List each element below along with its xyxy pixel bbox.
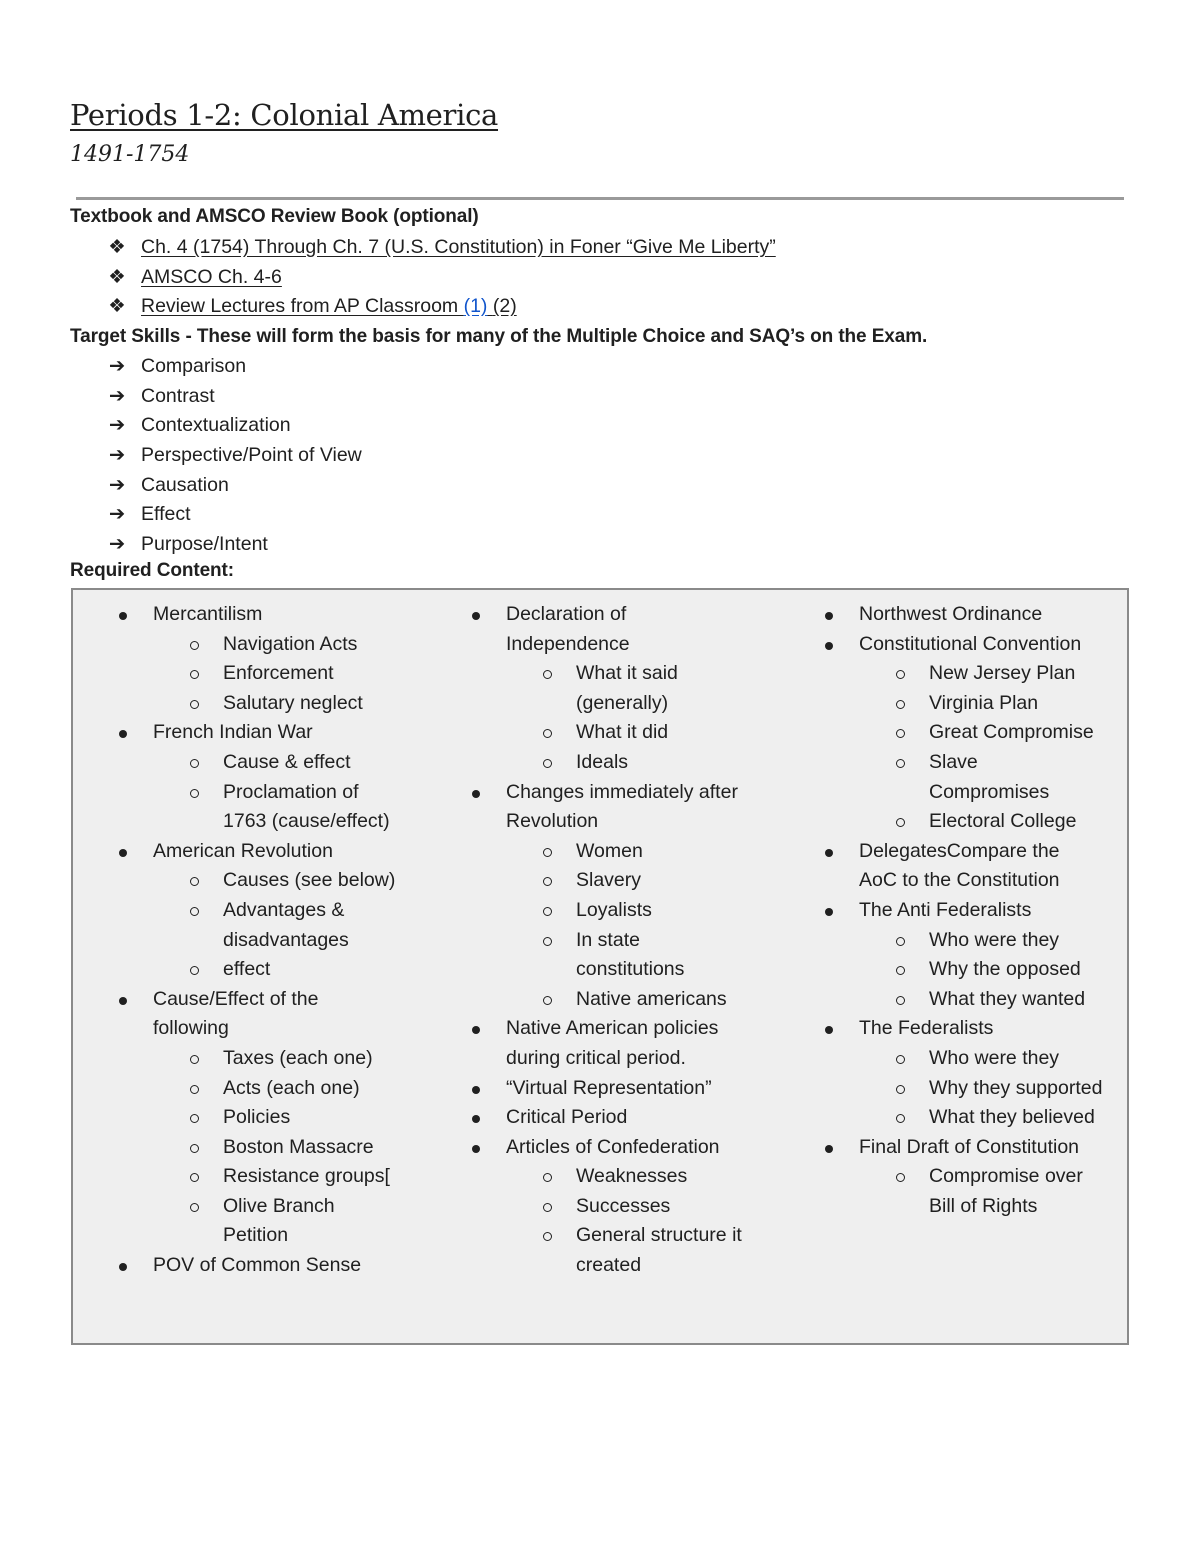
- arrow-bullet-icon: ➔: [108, 473, 126, 496]
- content-subitem: [73, 866, 453, 896]
- content-text-line: (generally): [576, 691, 669, 714]
- textbook-heading: Textbook and AMSCO Review Book (optional): [70, 206, 479, 227]
- content-item: [426, 1074, 786, 1104]
- content-text-line: What they believed: [929, 1106, 1095, 1129]
- content-subitem: [779, 659, 1129, 689]
- hollow-bullet-icon: [190, 1055, 199, 1064]
- content-text-line: Resistance groups[: [223, 1165, 390, 1188]
- content-item: [779, 1133, 1129, 1163]
- content-text-line: Navigation Acts: [223, 632, 358, 655]
- content-text-line: disadvantages: [223, 928, 349, 951]
- content-subitem: [426, 985, 786, 1015]
- content-text-line: Policies: [223, 1106, 291, 1129]
- hollow-bullet-icon: [190, 700, 199, 709]
- hollow-bullet-icon: [896, 966, 905, 975]
- content-item: [73, 600, 453, 630]
- skill-item: [105, 530, 362, 560]
- lecture-link-1[interactable]: (1): [463, 295, 488, 318]
- content-text-line: “Virtual Representation”: [506, 1076, 712, 1099]
- content-subitem: [73, 1103, 453, 1133]
- textbook-list: [105, 233, 776, 322]
- content-text-line: Compromise over: [929, 1165, 1083, 1188]
- content-text-line: created: [576, 1254, 642, 1277]
- content-subitem: [779, 689, 1129, 719]
- list-item[interactable]: [105, 233, 776, 263]
- filled-bullet-icon: [825, 908, 833, 916]
- content-subitem: [779, 1162, 1129, 1221]
- content-text-line: The Federalists: [859, 1017, 994, 1040]
- content-subitem: [426, 1192, 786, 1222]
- hollow-bullet-icon: [896, 996, 905, 1005]
- filled-bullet-icon: [472, 1115, 480, 1123]
- arrow-bullet-icon: ➔: [108, 533, 126, 556]
- content-text-line: Declaration of: [506, 603, 627, 625]
- content-subitem: [426, 926, 786, 985]
- hollow-bullet-icon: [190, 1114, 199, 1123]
- filled-bullet-icon: [472, 1145, 480, 1153]
- hollow-bullet-icon: [190, 877, 199, 886]
- content-item: [426, 1103, 786, 1133]
- hollow-bullet-icon: [896, 1055, 905, 1064]
- diamond-bullet-icon: ❖: [108, 236, 126, 258]
- content-text-line: Proclamation of: [223, 780, 359, 803]
- content-text-line: Who were they: [929, 928, 1060, 951]
- content-column-1: [73, 600, 453, 1281]
- content-text-line: Successes: [576, 1194, 671, 1217]
- content-subitem: [779, 807, 1129, 837]
- arrow-bullet-icon: ➔: [108, 444, 126, 467]
- hollow-bullet-icon: [543, 670, 552, 679]
- hollow-bullet-icon: [190, 759, 199, 768]
- content-subitem: [779, 718, 1129, 748]
- content-subitem: [426, 1162, 786, 1192]
- hollow-bullet-icon: [896, 729, 905, 738]
- content-item: [779, 630, 1129, 660]
- content-text-line: following: [153, 1017, 229, 1040]
- filled-bullet-icon: [825, 612, 833, 620]
- content-text-line: American Revolution: [153, 839, 333, 862]
- content-text-line: Constitutional Convention: [859, 632, 1082, 655]
- hollow-bullet-icon: [896, 937, 905, 946]
- content-text-line: Why they supported: [929, 1076, 1103, 1099]
- content-subitem: [779, 1044, 1129, 1074]
- content-text-line: General structure it: [576, 1224, 742, 1247]
- content-text-line: Native americans: [576, 987, 727, 1010]
- content-text-line: Great Compromise: [929, 721, 1094, 744]
- hollow-bullet-icon: [543, 848, 552, 857]
- content-text-line: Virginia Plan: [929, 691, 1039, 714]
- skill-label: Contextualization: [141, 414, 291, 437]
- content-subitem: [73, 659, 453, 689]
- list-item[interactable]: [105, 263, 776, 293]
- content-subitem: [779, 1074, 1129, 1104]
- skill-label: Perspective/Point of View: [141, 444, 362, 467]
- content-heading: Required Content:: [70, 560, 235, 581]
- skills-list: [105, 352, 362, 560]
- hollow-bullet-icon: [190, 966, 199, 975]
- filled-bullet-icon: [119, 997, 127, 1005]
- content-text-line: effect: [223, 958, 271, 981]
- lecture-link-2[interactable]: (2): [492, 295, 517, 318]
- skill-label: Contrast: [141, 384, 215, 407]
- content-text-line: constitutions: [576, 958, 685, 981]
- content-subitem: [73, 896, 453, 955]
- skill-item: [105, 382, 362, 412]
- content-text-line: Acts (each one): [223, 1076, 360, 1099]
- horizontal-rule: [76, 197, 1124, 200]
- content-text-line: Revolution: [506, 810, 599, 833]
- content-text-line: Causes (see below): [223, 869, 396, 892]
- content-text-line: Electoral College: [929, 810, 1077, 833]
- content-text-line: during critical period.: [506, 1046, 686, 1069]
- hollow-bullet-icon: [896, 1173, 905, 1182]
- hollow-bullet-icon: [543, 996, 552, 1005]
- hollow-bullet-icon: [543, 877, 552, 886]
- hollow-bullet-icon: [543, 1232, 552, 1241]
- arrow-bullet-icon: ➔: [108, 384, 126, 407]
- page-subtitle: 1491-1754: [70, 142, 190, 167]
- content-text-line: French Indian War: [153, 721, 313, 744]
- content-item: [779, 600, 1129, 630]
- skill-label: Purpose/Intent: [141, 533, 268, 556]
- hollow-bullet-icon: [543, 729, 552, 738]
- content-text-line: Why the opposed: [929, 958, 1081, 981]
- content-text-line: Women: [576, 839, 643, 862]
- content-subitem: [73, 1133, 453, 1163]
- skill-label: Causation: [141, 473, 229, 496]
- hollow-bullet-icon: [190, 1173, 199, 1182]
- hollow-bullet-icon: [896, 1085, 905, 1094]
- filled-bullet-icon: [119, 612, 127, 620]
- filled-bullet-icon: [825, 849, 833, 857]
- skill-item: [105, 411, 362, 441]
- content-text-line: Weaknesses: [576, 1165, 688, 1188]
- content-text-line: Articles of Confederation: [506, 1135, 720, 1158]
- content-text-line: Changes immediately after: [506, 780, 738, 803]
- content-subitem: [779, 926, 1129, 956]
- filled-bullet-icon: [119, 849, 127, 857]
- skill-label: Effect: [141, 503, 191, 526]
- hollow-bullet-icon: [543, 1173, 552, 1182]
- content-subitem: [426, 866, 786, 896]
- textbook-link[interactable]: Ch. 4 (1754) Through Ch. 7 (U.S. Constitution) in Foner “Give Me Liberty”: [141, 236, 776, 258]
- content-subitem: [73, 1162, 453, 1192]
- arrow-bullet-icon: ➔: [108, 355, 126, 377]
- diamond-bullet-icon: ❖: [108, 265, 126, 288]
- content-text-line: Slavery: [576, 869, 642, 892]
- content-text-line: What it said: [576, 662, 678, 685]
- content-text-line: Mercantilism: [153, 603, 263, 625]
- amsco-link[interactable]: AMSCO Ch. 4-6: [141, 265, 282, 288]
- content-text-line: POV of Common Sense: [153, 1254, 362, 1277]
- content-text-line: Native American policies: [506, 1017, 719, 1040]
- skill-item: [105, 500, 362, 530]
- filled-bullet-icon: [472, 1026, 480, 1034]
- content-subitem: [426, 718, 786, 748]
- content-text-line: Boston Massacre: [223, 1135, 374, 1158]
- hollow-bullet-icon: [543, 1203, 552, 1212]
- content-subitem: [426, 837, 786, 867]
- content-item: [426, 778, 786, 837]
- content-text-line: Advantages &: [223, 898, 345, 921]
- content-subitem: [73, 1044, 453, 1074]
- content-column-3: [779, 600, 1129, 1221]
- required-content-box: [71, 588, 1129, 1345]
- content-text-line: Who were they: [929, 1046, 1060, 1069]
- content-item: [779, 896, 1129, 926]
- skill-item: [105, 352, 362, 382]
- content-text-line: Petition: [223, 1224, 289, 1247]
- content-item: [779, 1014, 1129, 1044]
- content-text-line: Slave: [929, 750, 978, 773]
- page-title: Periods 1-2: Colonial America: [70, 98, 499, 132]
- content-text-line: Independence: [506, 632, 630, 655]
- filled-bullet-icon: [825, 642, 833, 650]
- content-text-line: Enforcement: [223, 662, 334, 685]
- hollow-bullet-icon: [190, 1144, 199, 1153]
- content-item: [426, 1014, 786, 1073]
- list-item[interactable]: [105, 292, 776, 322]
- content-text-line: Ideals: [576, 750, 629, 773]
- content-text-line: What it did: [576, 721, 669, 744]
- filled-bullet-icon: [825, 1145, 833, 1153]
- content-subitem: [426, 748, 786, 778]
- content-item: [426, 600, 786, 659]
- hollow-bullet-icon: [896, 759, 905, 768]
- content-text-line: What they wanted: [929, 987, 1086, 1010]
- content-text-line: Loyalists: [576, 898, 652, 921]
- content-item: [73, 1251, 453, 1281]
- filled-bullet-icon: [119, 1263, 127, 1271]
- filled-bullet-icon: [472, 1086, 480, 1094]
- content-subitem: [779, 955, 1129, 985]
- content-text-line: Final Draft of Constitution: [859, 1135, 1080, 1158]
- content-text-line: The Anti Federalists: [859, 898, 1032, 921]
- content-text-line: Salutary neglect: [223, 691, 363, 714]
- content-subitem: [73, 748, 453, 778]
- content-text-line: Bill of Rights: [929, 1194, 1038, 1217]
- content-text-line: Northwest Ordinance: [859, 603, 1043, 625]
- content-subitem: [73, 630, 453, 660]
- hollow-bullet-icon: [896, 670, 905, 679]
- hollow-bullet-icon: [190, 1085, 199, 1094]
- skill-label: Comparison: [141, 355, 247, 377]
- content-item: [779, 837, 1129, 896]
- content-subitem: [426, 659, 786, 718]
- filled-bullet-icon: [472, 612, 480, 620]
- content-item: [426, 1133, 786, 1163]
- hollow-bullet-icon: [543, 907, 552, 916]
- filled-bullet-icon: [119, 730, 127, 738]
- hollow-bullet-icon: [896, 818, 905, 827]
- hollow-bullet-icon: [190, 789, 199, 798]
- hollow-bullet-icon: [896, 700, 905, 709]
- content-subitem: [73, 1192, 453, 1251]
- hollow-bullet-icon: [190, 1203, 199, 1212]
- content-text-line: DelegatesCompare the: [859, 839, 1060, 862]
- content-subitem: [779, 985, 1129, 1015]
- content-item: [73, 718, 453, 748]
- skill-item: [105, 441, 362, 471]
- content-text-line: AoC to the Constitution: [859, 869, 1060, 892]
- filled-bullet-icon: [825, 1026, 833, 1034]
- diamond-bullet-icon: ❖: [108, 295, 126, 318]
- hollow-bullet-icon: [543, 937, 552, 946]
- content-text-line: Olive Branch: [223, 1194, 335, 1217]
- content-text-line: Taxes (each one): [223, 1046, 373, 1069]
- content-subitem: [73, 1074, 453, 1104]
- content-subitem: [426, 1221, 786, 1280]
- content-text-line: Critical Period: [506, 1106, 628, 1129]
- content-text-line: Cause/Effect of the: [153, 987, 319, 1010]
- skills-heading: Target Skills - These will form the basis for many of the Multiple Choice and SAQ’s on the Exam.: [70, 326, 928, 347]
- filled-bullet-icon: [472, 790, 480, 798]
- content-text-line: 1763 (cause/effect): [223, 810, 390, 833]
- content-item: [73, 837, 453, 867]
- content-subitem: [426, 896, 786, 926]
- content-subitem: [73, 689, 453, 719]
- content-subitem: [779, 1103, 1129, 1133]
- content-subitem: [779, 748, 1129, 807]
- content-item: [73, 985, 453, 1044]
- content-text-line: New Jersey Plan: [929, 662, 1076, 685]
- hollow-bullet-icon: [190, 907, 199, 916]
- hollow-bullet-icon: [543, 759, 552, 768]
- arrow-bullet-icon: ➔: [108, 503, 126, 526]
- content-text-line: Compromises: [929, 780, 1050, 803]
- content-column-2: [426, 600, 786, 1281]
- content-subitem: [73, 955, 453, 985]
- arrow-bullet-icon: ➔: [108, 414, 126, 437]
- content-subitem: [73, 778, 453, 837]
- skill-item: [105, 471, 362, 501]
- hollow-bullet-icon: [190, 641, 199, 650]
- content-text-line: In state: [576, 928, 640, 951]
- content-text-line: Cause & effect: [223, 750, 351, 773]
- hollow-bullet-icon: [896, 1114, 905, 1123]
- review-lectures-text[interactable]: Review Lectures from AP Classroom: [141, 295, 464, 318]
- hollow-bullet-icon: [190, 670, 199, 679]
